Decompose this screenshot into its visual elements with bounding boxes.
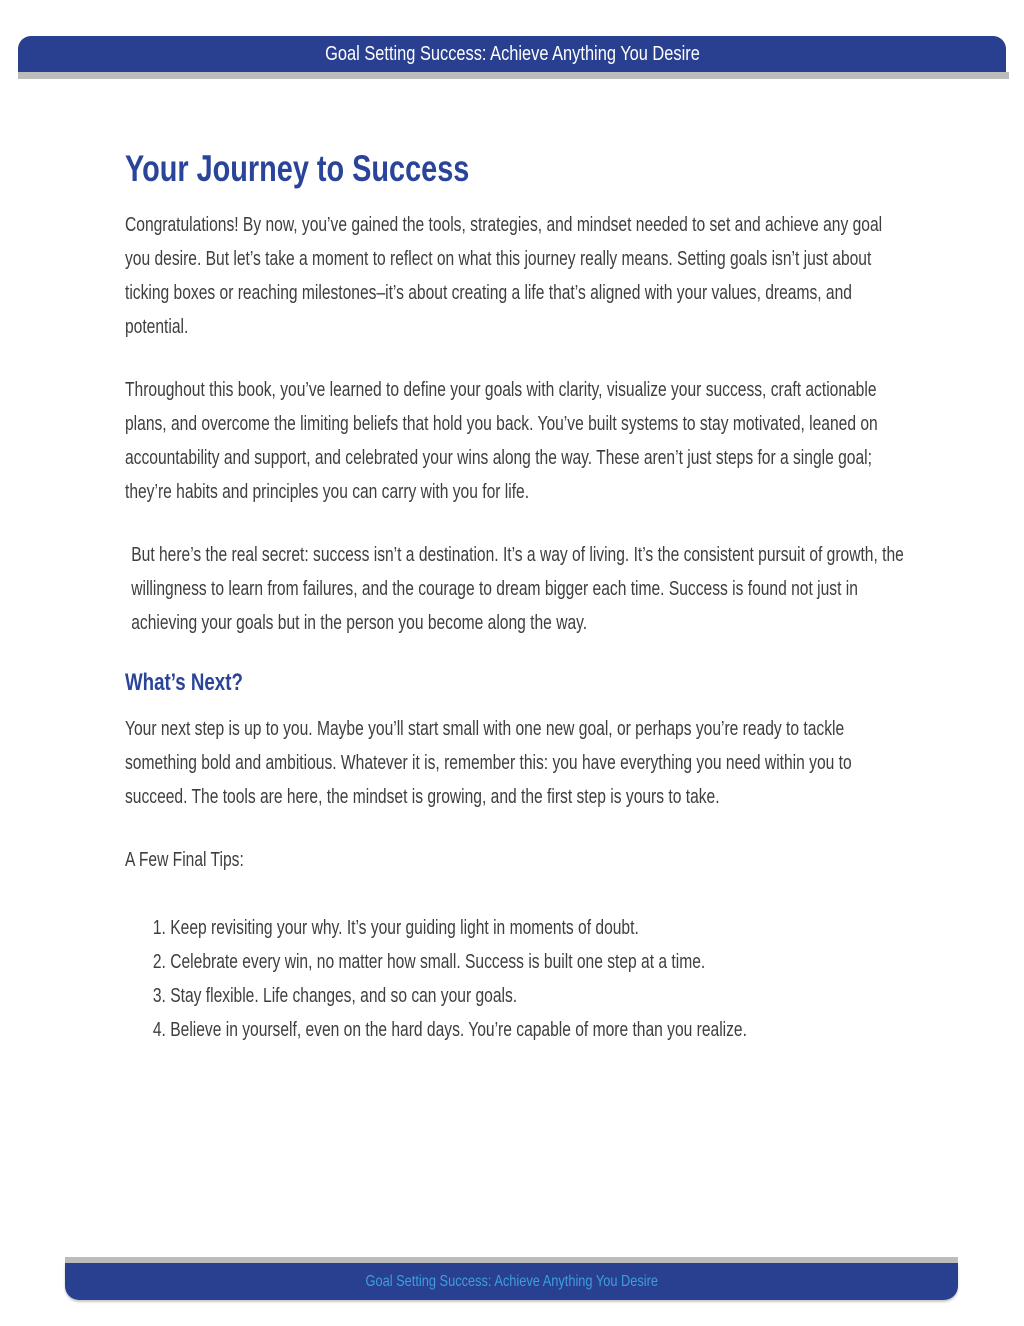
paragraph-throughout-book: Throughout this book, you’ve learned to define your goals with clarity, visualize your success, craft actionable plans, and overcome the limiting beliefs that hold you back. You’ve built systems to stay motivated, leaned on accountability and support, and celebrated your wins along the way. These aren’t just steps for a single goal; they’re habits and principles you can carry with you for life. [125,379,878,503]
final-tips-label: A Few Final Tips: [125,849,244,871]
page-title: Your Journey to Success [125,148,470,189]
paragraph-real-secret: But here’s the real secret: success isn’t a destination. It’s a way of living. It’s the consistent pursuit of growth, the willingness to learn from failures, and the courage to dream bigger each time. Success is found not just in achieving your goals but in the person you become along the way. [131,544,904,634]
paragraph-next-step: Your next step is up to you. Maybe you’ll start small with one new goal, or perhaps you’re ready to tackle something bold and ambitious. Whatever it is, remember this: you have everything you need within you to succeed. The tools are here, the mindset is growing, and the first step is yours to take. [125,718,852,808]
tip-item-1: 1. Keep revisiting your why. It’s your guiding light in moments of doubt. [170,911,905,945]
page-footer-banner [65,1263,958,1300]
page-content [125,148,905,1047]
final-tips-list [125,911,905,1047]
page-header-banner [18,36,1006,72]
tip-item-2: 2. Celebrate every win, no matter how small. Success is built one step at a time. [170,945,905,979]
tip-item-3: 3. Stay flexible. Life changes, and so can your goals. [170,979,905,1013]
paragraph-congratulations: Congratulations! By now, you’ve gained the tools, strategies, and mindset needed to set and achieve any goal you desire. But let’s take a moment to reflect on what this journey really means. Setting goals isn’t just about ticking boxes or reaching milestones–it’s about creating a life that’s aligned with your values, dreams, and potential. [125,214,883,338]
section-heading-whats-next: What’s Next? [125,669,243,696]
header-divider [18,72,1009,79]
tip-item-4: 4. Believe in yourself, even on the hard days. You’re capable of more than you realize. [170,1013,905,1047]
header-title: Goal Setting Success: Achieve Anything You Desire [324,42,700,65]
footer-title: Goal Setting Success: Achieve Anything You Desire [365,1272,658,1290]
